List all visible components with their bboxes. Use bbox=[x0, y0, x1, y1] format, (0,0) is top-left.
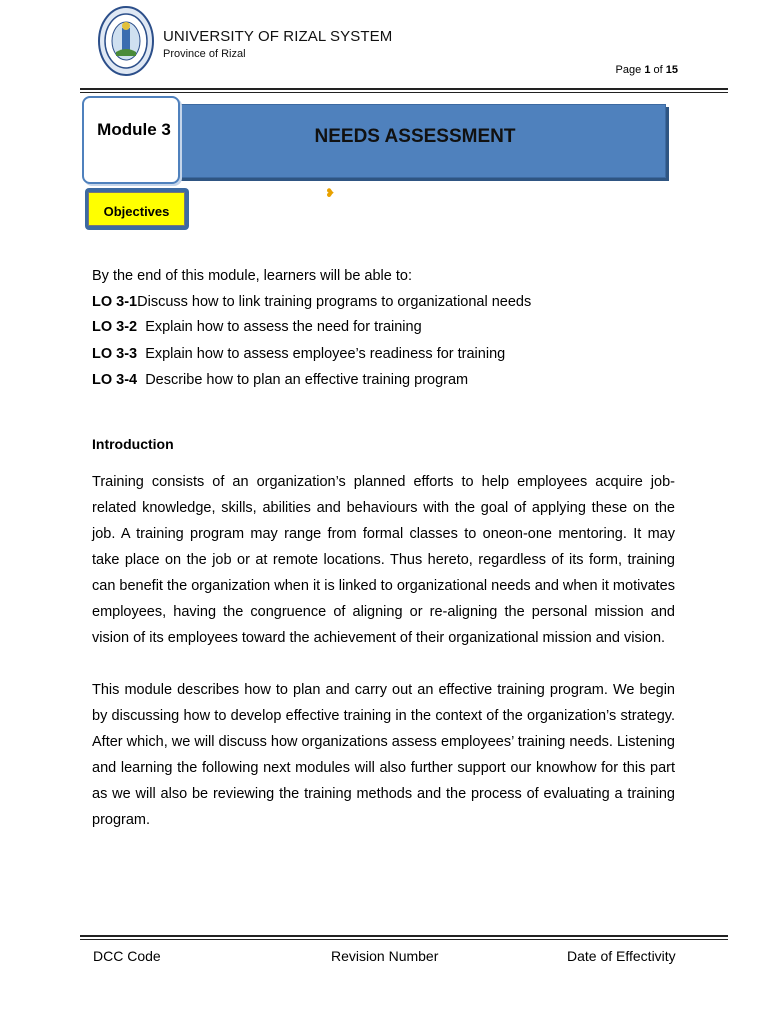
objective-text: Explain how to assess the need for training bbox=[145, 319, 422, 335]
learning-objective bbox=[92, 294, 531, 310]
objective-text: Discuss how to link training programs to organizational needs bbox=[137, 294, 532, 310]
introduction-heading: Introduction bbox=[92, 436, 174, 452]
footer-date-of-effectivity: Date of Effectivity bbox=[567, 948, 676, 964]
introduction-paragraph: This module describes how to plan and carry out an effective training program. We begin by discussing how to develop effective training in the context of the organization’s strategy. After which, we will discuss how organizations assess employees’ training needs. Listening and learning the following next modules will also further support our knowhow for this part as we will also be reviewing the training methods and the process of evaluating a training program. bbox=[92, 682, 675, 828]
module-title: NEEDS ASSESSMENT bbox=[314, 126, 516, 147]
learning-objective bbox=[92, 372, 468, 388]
introduction-paragraph: Training consists of an organization’s planned efforts to help employees acquire job-related knowledge, skills, abilities and behaviours with the goal of applying these on the job. A training program may range from formal classes to oneon-one mentoring. It may take place on the job or at remote locations. Thus hereto, regardless of its form, training can benefit the organization when it is linked to organizational needs and when it motivates employees, having the congruence of aligning or re-aligning the personal mission and vision of its employees toward the achievement of their organizational mission and vision. bbox=[92, 474, 675, 646]
decorative-mark-icon: ❥ bbox=[325, 186, 336, 200]
learning-objective bbox=[92, 346, 505, 362]
university-name: UNIVERSITY OF RIZAL SYSTEM bbox=[163, 28, 393, 45]
page-total: 15 bbox=[665, 64, 678, 76]
objectives-label: Objectives bbox=[103, 204, 170, 219]
footer-rule-thin bbox=[80, 939, 728, 940]
module-number-tab bbox=[82, 96, 180, 184]
page-of: of bbox=[653, 64, 663, 76]
footer-dcc-code: DCC Code bbox=[93, 948, 161, 964]
university-seal-logo bbox=[98, 6, 154, 76]
footer-rule bbox=[80, 935, 728, 937]
footer-revision-number: Revision Number bbox=[331, 948, 439, 964]
learning-objective bbox=[92, 319, 422, 335]
objective-text: Explain how to assess employee’s readiness for training bbox=[145, 346, 506, 362]
module-number-label: Module 3 bbox=[97, 120, 171, 139]
province-name: Province of Rizal bbox=[163, 48, 246, 60]
objective-text: Describe how to plan an effective training program bbox=[145, 372, 469, 388]
objective-code: LO 3-1 bbox=[92, 294, 138, 310]
page-number bbox=[616, 64, 678, 76]
objectives-intro: By the end of this module, learners will be able to: bbox=[92, 268, 412, 284]
objective-code: LO 3-2 bbox=[92, 319, 138, 335]
page-current: 1 bbox=[644, 64, 651, 76]
header-rule-thin bbox=[80, 92, 728, 93]
header-rule bbox=[80, 88, 728, 90]
objective-code: LO 3-3 bbox=[92, 346, 138, 362]
page-prefix: Page bbox=[615, 64, 642, 76]
objective-code: LO 3-4 bbox=[92, 372, 138, 388]
